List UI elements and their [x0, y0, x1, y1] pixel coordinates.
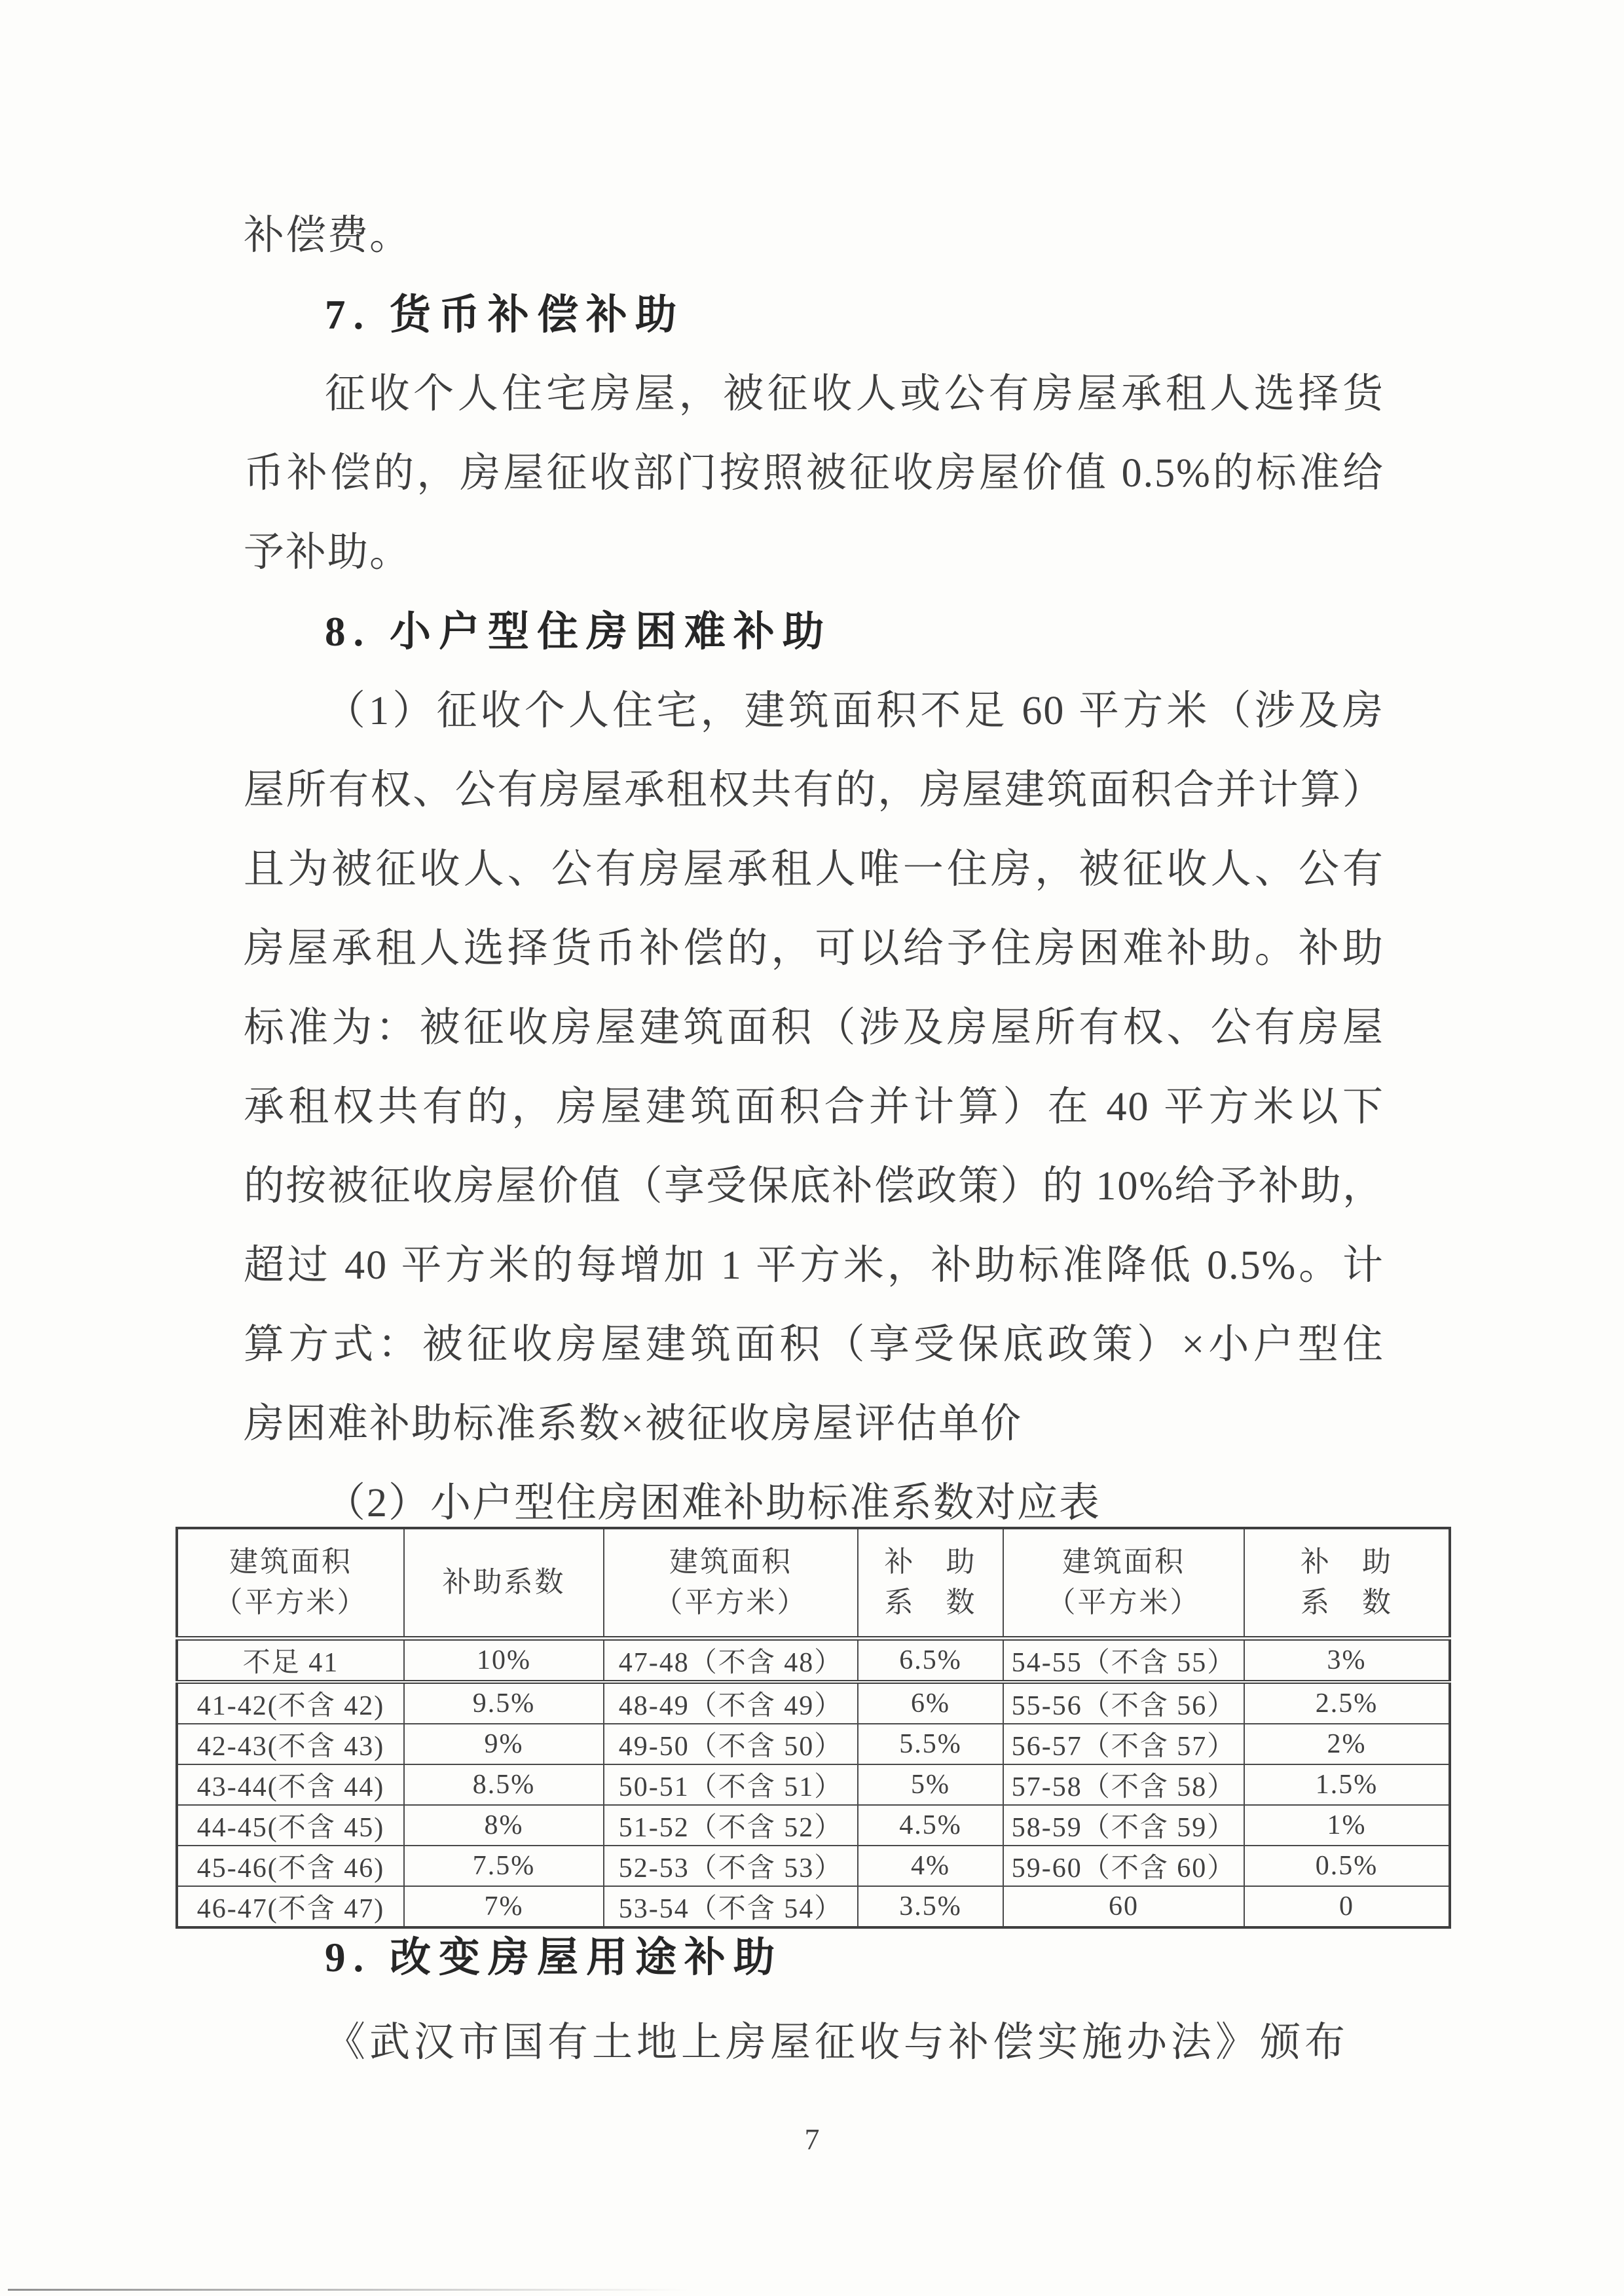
text-line: （1）征收个人住宅，建筑面积不足 60 平方米（涉及房	[325, 689, 1384, 733]
table-cell: 1.5%	[1244, 1764, 1450, 1805]
subsidy-coefficient-table	[175, 1527, 1451, 1929]
table-header-cell	[604, 1528, 858, 1638]
section-heading: 7. 货币补偿补助	[325, 292, 684, 338]
table-cell: 49-50（不含 50）	[604, 1724, 858, 1764]
table-cell: 4%	[858, 1846, 1003, 1886]
text-line: 征收个人住宅房屋，被征收人或公有房屋承租人选择货	[325, 372, 1384, 416]
table-cell: 44-45(不含 45)	[177, 1805, 404, 1846]
table-cell: 41-42(不含 42)	[177, 1682, 404, 1724]
table-header-cell	[1244, 1528, 1450, 1638]
text-line: 承租权共有的，房屋建筑面积合并计算）在 40 平方米以下	[244, 1085, 1384, 1129]
table-cell: 6%	[858, 1682, 1003, 1724]
table-header-cell	[177, 1528, 404, 1638]
header-line: 建筑面积	[669, 1546, 792, 1578]
text-line: 且为被征收人、公有房屋承租人唯一住房，被征收人、公有	[244, 847, 1384, 892]
text-line: 予补助。	[244, 530, 412, 575]
header-line: 建筑面积	[1062, 1546, 1185, 1578]
table-header-cell	[858, 1528, 1003, 1638]
table-header-row	[177, 1528, 1450, 1638]
header-line: 系 数	[1301, 1586, 1393, 1619]
table-row	[177, 1805, 1450, 1846]
header-line: 补 助	[1301, 1546, 1393, 1578]
document-body-text-after-table	[244, 1918, 1384, 2082]
table-row	[177, 1764, 1450, 1805]
table-row	[177, 1682, 1450, 1724]
header-line: （平方米）	[1046, 1586, 1201, 1619]
table-cell: 5.5%	[858, 1724, 1003, 1764]
table-cell: 8.5%	[404, 1764, 604, 1805]
table-cell: 59-60（不含 60）	[1003, 1846, 1244, 1886]
table-cell: 9%	[404, 1724, 604, 1764]
text-line: 标准为：被征收房屋建筑面积（涉及房屋所有权、公有房屋	[244, 1006, 1384, 1050]
section-heading: 8. 小户型住房困难补助	[325, 609, 832, 655]
table-cell: 43-44(不含 44)	[177, 1764, 404, 1805]
table-cell: 46-47(不含 47)	[177, 1886, 404, 1927]
table-cell: 47-48（不含 48）	[604, 1638, 858, 1682]
table-header	[177, 1528, 1450, 1638]
document-body-text	[244, 196, 1384, 1543]
table-body	[177, 1638, 1450, 1927]
text-line: 补偿费。	[244, 213, 412, 258]
table-cell: 0.5%	[1244, 1846, 1450, 1886]
table-cell: 55-56（不含 56）	[1003, 1682, 1244, 1724]
table-cell: 10%	[404, 1638, 604, 1682]
table-cell: 1%	[1244, 1805, 1450, 1846]
table-row	[177, 1846, 1450, 1886]
text-line: 币补偿的，房屋征收部门按照被征收房屋价值 0.5%的标准给	[244, 451, 1384, 496]
table-cell: 54-55（不含 55）	[1003, 1638, 1244, 1682]
table-cell: 不足 41	[177, 1638, 404, 1682]
page-number: 7	[804, 2123, 820, 2156]
table-cell: 45-46(不含 46)	[177, 1846, 404, 1886]
table-caption: （2）小户型住房困难补助标准系数对应表	[325, 1481, 1101, 1525]
table-header-cell	[1003, 1528, 1244, 1638]
header-line: （平方米）	[213, 1586, 368, 1619]
table-cell: 56-57（不含 57）	[1003, 1724, 1244, 1764]
table-row	[177, 1638, 1450, 1682]
text-line: 的按被征收房屋价值（享受保底补偿政策）的 10%给予补助，	[244, 1164, 1384, 1209]
table-cell: 53-54（不含 54）	[604, 1886, 858, 1927]
table-cell: 8%	[404, 1805, 604, 1846]
section-heading: 9. 改变房屋用途补助	[325, 1935, 783, 1980]
table-cell: 48-49（不含 49）	[604, 1682, 858, 1724]
text-line: 超过 40 平方米的每增加 1 平方米，补助标准降低 0.5%。计	[244, 1243, 1384, 1288]
table-cell: 3%	[1244, 1638, 1450, 1682]
header-line: 补 助	[884, 1546, 977, 1578]
text-line: 房困难补助标准系数×被征收房屋评估单价	[244, 1402, 1022, 1446]
table-cell: 9.5%	[404, 1682, 604, 1724]
table-cell: 7.5%	[404, 1846, 604, 1886]
text-line: 算方式：被征收房屋建筑面积（享受保底政策）×小户型住	[244, 1322, 1384, 1367]
scan-edge-artifact	[8, 2289, 689, 2291]
table-cell: 6.5%	[858, 1638, 1003, 1682]
table-cell: 52-53（不含 53）	[604, 1846, 858, 1886]
text-line: 《武汉市国有土地上房屋征收与补偿实施办法》颁布	[325, 2020, 1350, 2065]
header-line: （平方米）	[654, 1586, 808, 1619]
table-cell: 60	[1003, 1886, 1244, 1927]
table-cell: 4.5%	[858, 1805, 1003, 1846]
table-row	[177, 1724, 1450, 1764]
header-line: 补助系数	[442, 1566, 566, 1599]
table-cell: 57-58（不含 58）	[1003, 1764, 1244, 1805]
text-line: 房屋承租人选择货币补偿的，可以给予住房困难补助。补助	[244, 926, 1384, 971]
text-line: 屋所有权、公有房屋承租权共有的，房屋建筑面积合并计算）	[244, 768, 1384, 812]
table-cell: 5%	[858, 1764, 1003, 1805]
table-header-cell	[404, 1528, 604, 1638]
header-line: 建筑面积	[229, 1546, 352, 1578]
table-cell: 7%	[404, 1886, 604, 1927]
table-cell: 2%	[1244, 1724, 1450, 1764]
table-cell: 3.5%	[858, 1886, 1003, 1927]
table-cell: 50-51（不含 51）	[604, 1764, 858, 1805]
table-cell: 42-43(不含 43)	[177, 1724, 404, 1764]
table-cell: 0	[1244, 1886, 1450, 1927]
table-cell: 51-52（不含 52）	[604, 1805, 858, 1846]
table-cell: 58-59（不含 59）	[1003, 1805, 1244, 1846]
table-cell: 2.5%	[1244, 1682, 1450, 1724]
header-line: 系 数	[884, 1586, 977, 1619]
